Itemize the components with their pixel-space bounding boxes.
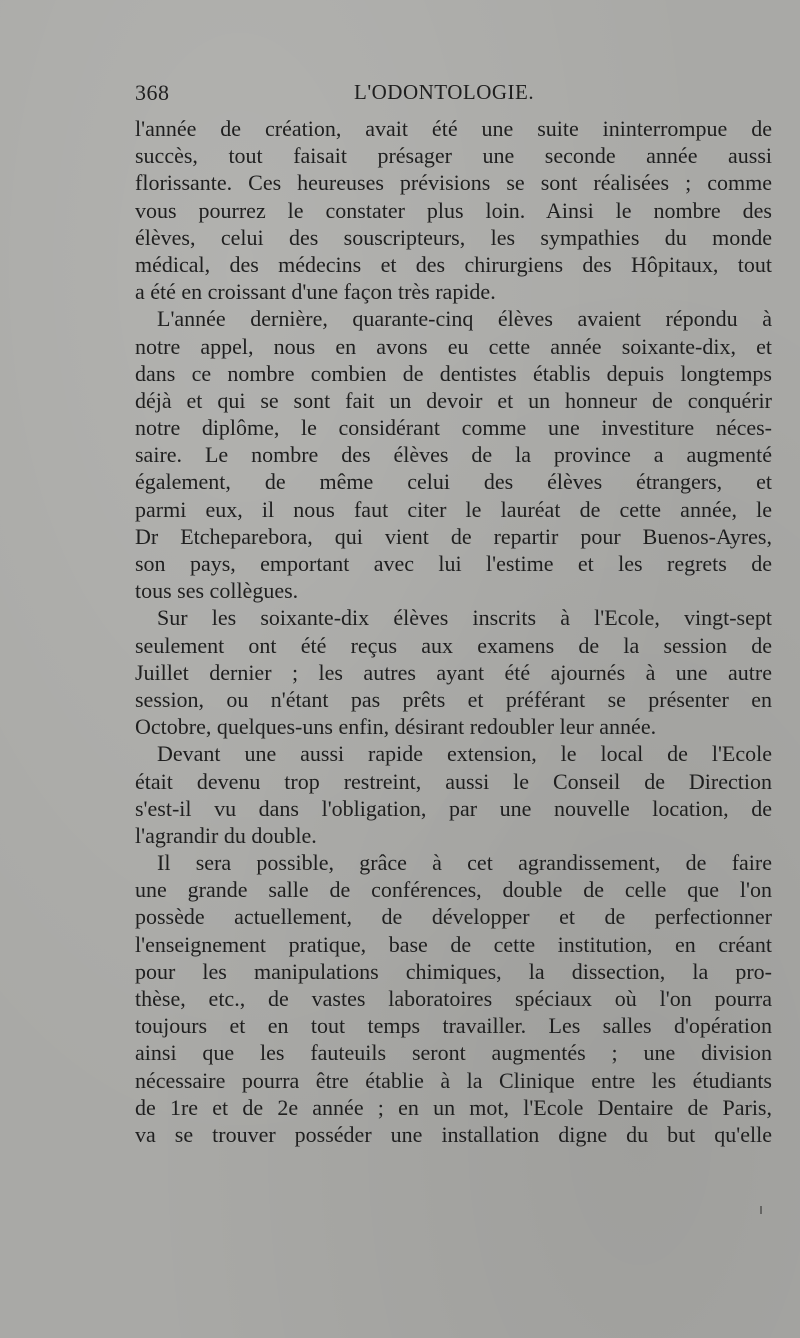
text-line: son pays, emportant avec lui l'estime et les regrets de [135, 551, 772, 576]
text-line: pour les manipulations chimiques, la dissection, la pro- [135, 958, 772, 984]
text-line: vous pourrez le constater plus loin. Ainsi le nombre des [135, 197, 772, 223]
text-line: parmi eux, il nous faut citer le lauréat de cette année, le [135, 496, 772, 522]
text-line: ainsi que les fauteuils seront augmentés ; une division [135, 1040, 772, 1066]
text-line: également, de même celui des élèves étrangers, et [135, 469, 772, 495]
text-line: possède actuellement, de développer et de perfectionner [135, 904, 772, 930]
text-line: dans ce nombre combien de dentistes établis depuis longtemps [135, 360, 772, 386]
body-text [135, 115, 772, 1148]
text-line: notre appel, nous en avons eu cette année soixante-dix, et [135, 333, 772, 359]
text-line: une grande salle de conférences, double de celle que l'on [135, 877, 772, 903]
text-line: nécessaire pourra être établie à la Clinique entre les étudiants [135, 1067, 772, 1093]
text-line: de 1re et de 2e année ; en un mot, l'Ecole Dentaire de Paris, [135, 1094, 772, 1120]
text-line: session, ou n'étant pas prêts et préférant se présenter en [135, 686, 772, 712]
text-line: va se trouver posséder une installation digne du but qu'elle [135, 1121, 772, 1147]
text-line: notre diplôme, le considérant comme une investiture néces- [135, 415, 772, 441]
text-line: Sur les soixante-dix élèves inscrits à l'Ecole, vingt-sept [157, 605, 772, 631]
journal-title: L'ODONTOLOGIE. [354, 80, 535, 104]
text-line: l'enseignement pratique, base de cette institution, en créant [135, 931, 772, 957]
text-line: l'agrandir du double. [135, 822, 317, 848]
text-line: était devenu trop restreint, aussi le Conseil de Direction [135, 768, 772, 794]
text-line: toujours et en tout temps travailler. Les salles d'opération [135, 1013, 772, 1039]
running-head [135, 80, 775, 110]
text-line: élèves, celui des souscripteurs, les sympathies du monde [135, 224, 772, 250]
text-line: l'année de création, avait été une suite ininterrompue de [135, 116, 772, 141]
text-line: a été en croissant d'une façon très rapide. [135, 279, 496, 305]
text-line: thèse, etc., de vastes laboratoires spéciaux où l'on pourra [135, 986, 772, 1011]
text-line: Devant une aussi rapide extension, le local de l'Ecole [157, 741, 772, 767]
text-line: saire. Le nombre des élèves de la province a augmenté [135, 442, 772, 468]
text-line: Dr Etcheparebora, qui vient de repartir pour Buenos-Ayres, [135, 523, 772, 549]
text-line: succès, tout faisait présager une seconde année aussi [135, 143, 772, 169]
text-line: s'est-il vu dans l'obligation, par une nouvelle location, de [135, 795, 772, 821]
text-line: Octobre, quelques-uns enfin, désirant redoubler leur année. [135, 714, 657, 740]
text-line: médical, des médecins et des chirurgiens des Hôpitaux, tout [135, 251, 772, 277]
text-line: L'année dernière, quarante-cinq élèves avaient répondu à [157, 306, 772, 332]
text-line: Il sera possible, grâce à cet agrandissement, de faire [157, 850, 772, 876]
text-line: seulement ont été reçus aux examens de la session de [135, 632, 772, 658]
page-number: 368 [135, 80, 170, 105]
text-line: florissante. Ces heureuses prévisions se sont réalisées ; comme [135, 170, 772, 196]
text-line: déjà et qui se sont fait un devoir et un honneur de conquérir [135, 387, 772, 413]
text-line: tous ses collègues. [135, 578, 299, 604]
text-line: Juillet dernier ; les autres ayant été ajournés à une autre [135, 659, 772, 685]
print-speck [760, 1206, 762, 1214]
